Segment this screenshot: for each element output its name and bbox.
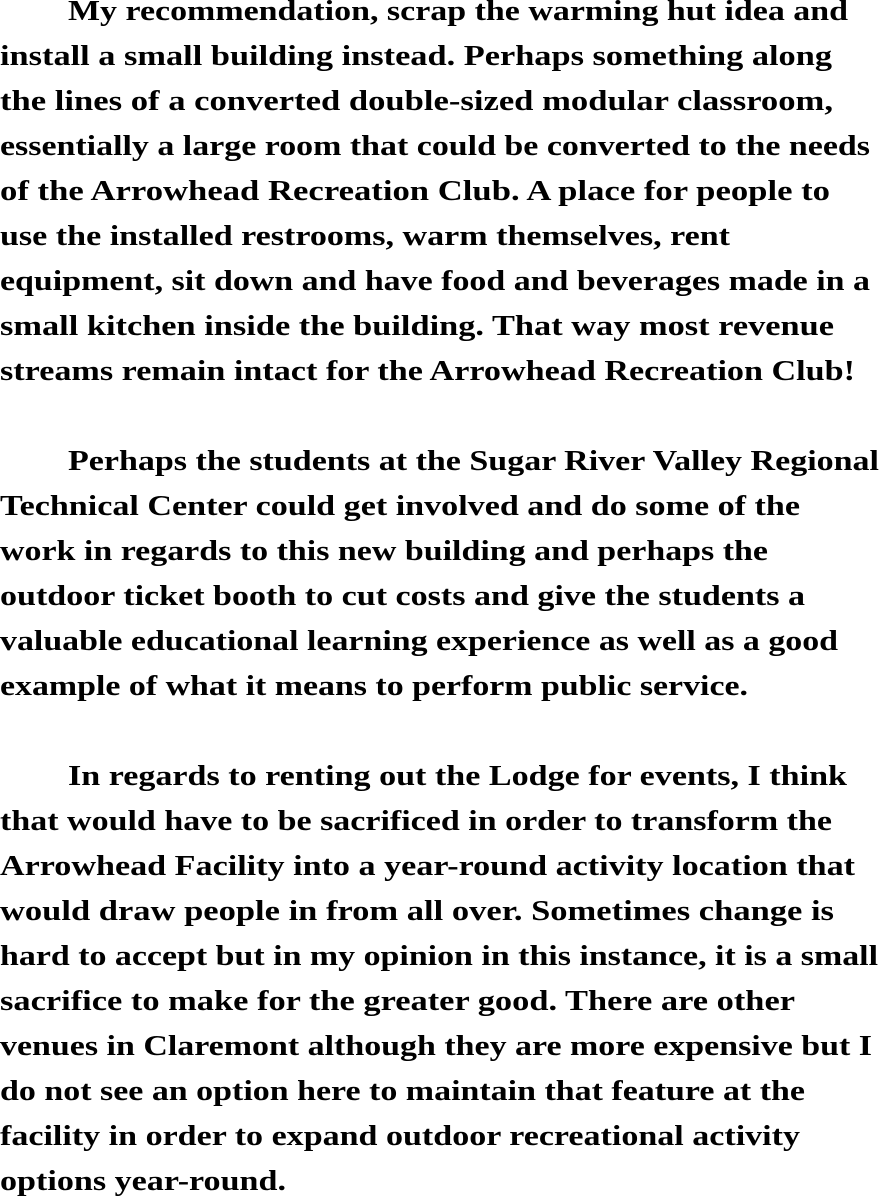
paragraph-3-line-9: facility in order to expand outdoor recreational activity — [0, 1120, 800, 1152]
paragraph-2-line-3: work in regards to this new building and perhaps the — [0, 535, 768, 567]
paragraph-2-line-2: Technical Center could get involved and do some of the — [0, 490, 800, 522]
paragraph-1-line-5: of the Arrowhead Recreation Club. A place for people to — [0, 175, 831, 207]
paragraph-3-line-1: In regards to renting out the Lodge for events, I think — [68, 760, 847, 792]
paragraph-2-line-1: Perhaps the students at the Sugar River Valley Regional — [68, 445, 880, 477]
paragraph-2-line-6: example of what it means to perform public service. — [0, 670, 748, 702]
paragraph-3-line-8: do not see an option here to maintain that feature at the — [0, 1075, 805, 1107]
paragraph-1-line-1: My recommendation, scrap the warming hut idea and — [68, 0, 849, 27]
paragraph-3-line-7: venues in Claremont although they are more expensive but I — [0, 1030, 872, 1062]
paragraph-3-line-10: options year-round. — [0, 1165, 287, 1197]
paragraph-1-line-7: equipment, sit down and have food and beverages made in a — [0, 265, 870, 297]
paragraph-1-line-2: install a small building instead. Perhaps something along — [0, 40, 833, 72]
paragraph-2-line-5: valuable educational learning experience as well as a good — [0, 625, 839, 657]
paragraph-1-line-8: small kitchen inside the building. That way most revenue — [0, 310, 834, 342]
paragraph-1-line-9: streams remain intact for the Arrowhead Recreation Club! — [0, 355, 856, 387]
paragraph-3-line-4: would draw people in from all over. Sometimes change is — [0, 895, 835, 927]
paragraph-1-line-4: essentially a large room that could be converted to the needs — [0, 130, 871, 162]
paragraph-1-line-6: use the installed restrooms, warm themselves, rent — [0, 220, 731, 252]
paragraph-3-line-6: sacrifice to make for the greater good. There are other — [0, 985, 795, 1017]
paragraph-3-line-5: hard to accept but in my opinion in this instance, it is a small — [0, 940, 878, 972]
paragraph-3-line-3: Arrowhead Facility into a year-round activity location that — [0, 850, 856, 882]
paragraph-3-line-2: that would have to be sacrificed in order to transform the — [0, 805, 832, 837]
paragraph-2-line-4: outdoor ticket booth to cut costs and give the students a — [0, 580, 806, 612]
paragraph-1-line-3: the lines of a converted double-sized modular classroom, — [0, 85, 834, 117]
